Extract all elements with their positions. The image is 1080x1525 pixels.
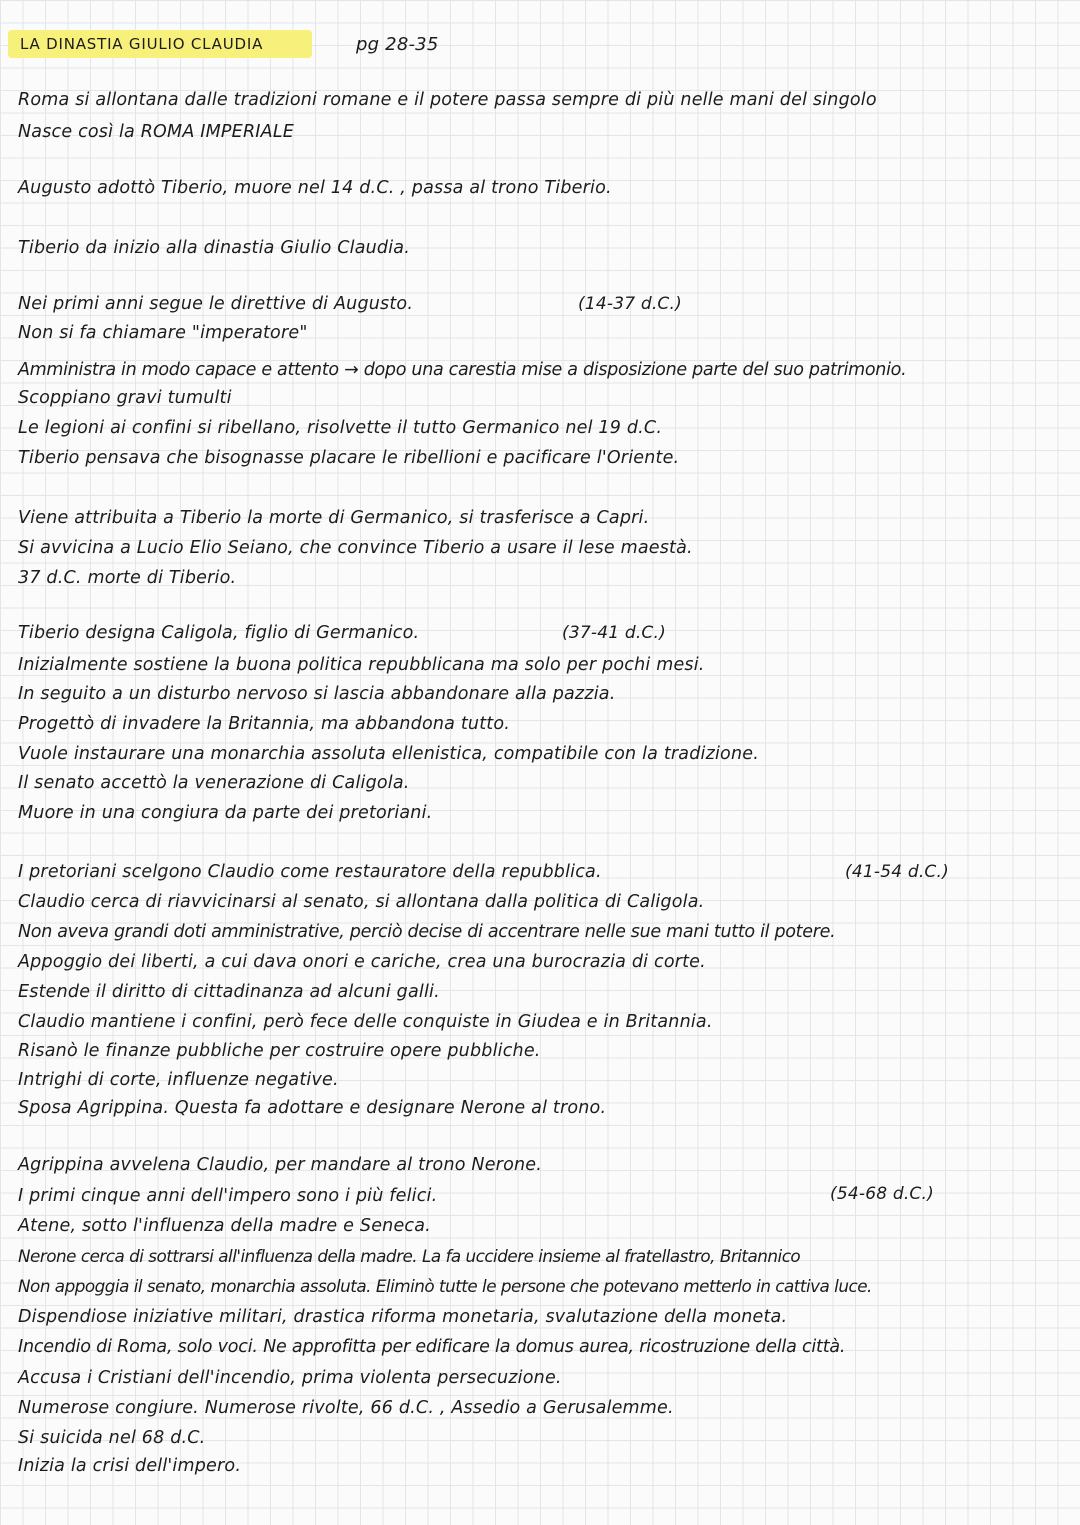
- tiberio-line-1: Nei primi anni segue le direttive di Augusto.: [18, 294, 414, 314]
- tiberio-line-3: Amministra in modo capace e attento → dopo una carestia mise a disposizione parte del suo patrimonio.: [18, 360, 907, 380]
- intro-line-2: Nasce così la ROMA IMPERIALE: [18, 122, 295, 142]
- nerone-line-4: Nerone cerca di sottrarsi all'influenza della madre. La fa uccidere insieme al fratellastro, Britannico: [18, 1246, 801, 1266]
- caligola-line-1: Tiberio designa Caligola, figlio di Germanico.: [18, 623, 420, 643]
- page-reference: pg 28-35: [356, 34, 439, 55]
- augusto-line-2: Tiberio da inizio alla dinastia Giulio Claudia.: [18, 238, 410, 258]
- claudio-dates: (41-54 d.C.): [845, 862, 949, 882]
- caligola-line-5: Vuole instaurare una monarchia assoluta ellenistica, compatibile con la tradizione.: [18, 744, 759, 764]
- page-title: LA DINASTIA GIULIO CLAUDIA: [20, 35, 264, 53]
- intro-line-1: Roma si allontana dalle tradizioni romane e il potere passa sempre di più nelle mani del singolo: [18, 90, 877, 110]
- nerone-line-8: Accusa i Cristiani dell'incendio, prima violenta persecuzione.: [18, 1368, 562, 1388]
- nerone-line-2: I primi cinque anni dell'impero sono i più felici.: [18, 1186, 438, 1206]
- augusto-line-1: Augusto adottò Tiberio, muore nel 14 d.C. , passa al trono Tiberio.: [18, 178, 612, 198]
- nerone-line-11: Inizia la crisi dell'impero.: [18, 1456, 242, 1476]
- tiberio-line-4: Scoppiano gravi tumulti: [18, 388, 232, 408]
- tiberio-line-7: Viene attribuita a Tiberio la morte di Germanico, si trasferisce a Capri.: [18, 508, 650, 528]
- nerone-line-1: Agrippina avvelena Claudio, per mandare al trono Nerone.: [18, 1155, 543, 1175]
- nerone-line-3: Atene, sotto l'influenza della madre e Seneca.: [18, 1216, 431, 1236]
- claudio-line-4: Appoggio dei liberti, a cui dava onori e cariche, crea una burocrazia di corte.: [18, 952, 706, 972]
- tiberio-line-8: Si avvicina a Lucio Elio Seiano, che convince Tiberio a usare il lese maestà.: [18, 538, 693, 558]
- tiberio-line-2: Non si fa chiamare "imperatore": [18, 323, 308, 343]
- claudio-line-7: Risanò le finanze pubbliche per costruire opere pubbliche.: [18, 1041, 541, 1061]
- tiberio-line-5: Le legioni ai confini si ribellano, risolvette il tutto Germanico nel 19 d.C.: [18, 418, 663, 438]
- nerone-line-9: Numerose congiure. Numerose rivolte, 66 d.C. , Assedio a Gerusalemme.: [18, 1398, 674, 1418]
- nerone-dates: (54-68 d.C.): [830, 1184, 934, 1204]
- caligola-line-3: In seguito a un disturbo nervoso si lascia abbandonare alla pazzia.: [18, 684, 616, 704]
- tiberio-dates: (14-37 d.C.): [578, 294, 682, 314]
- claudio-line-1: I pretoriani scelgono Claudio come restauratore della repubblica.: [18, 862, 602, 882]
- caligola-line-4: Progettò di invadere la Britannia, ma abbandona tutto.: [18, 714, 511, 734]
- nerone-line-6: Dispendiose iniziative militari, drastica riforma monetaria, svalutazione della moneta.: [18, 1307, 788, 1327]
- nerone-line-7: Incendio di Roma, solo voci. Ne approfitta per edificare la domus aurea, ricostruzione della città.: [18, 1337, 846, 1357]
- caligola-dates: (37-41 d.C.): [562, 623, 666, 643]
- claudio-line-8: Intrighi di corte, influenze negative.: [18, 1070, 339, 1090]
- caligola-line-6: Il senato accettò la venerazione di Caligola.: [18, 773, 410, 793]
- tiberio-line-6: Tiberio pensava che bisognasse placare le ribellioni e pacificare l'Oriente.: [18, 448, 680, 468]
- nerone-line-5: Non appoggia il senato, monarchia assoluta. Eliminò tutte le persone che potevano metterlo in cattiva luce.: [18, 1276, 872, 1296]
- claudio-line-3: Non aveva grandi doti amministrative, perciò decise di accentrare nelle sue mani tutto il potere.: [18, 922, 836, 942]
- claudio-line-6: Claudio mantiene i confini, però fece delle conquiste in Giudea e in Britannia.: [18, 1012, 713, 1032]
- claudio-line-2: Claudio cerca di riavvicinarsi al senato, si allontana dalla politica di Caligola.: [18, 892, 705, 912]
- claudio-line-9: Sposa Agrippina. Questa fa adottare e designare Nerone al trono.: [18, 1098, 607, 1118]
- caligola-line-2: Inizialmente sostiene la buona politica repubblicana ma solo per pochi mesi.: [18, 655, 705, 675]
- claudio-line-5: Estende il diritto di cittadinanza ad alcuni galli.: [18, 982, 440, 1002]
- tiberio-line-9: 37 d.C. morte di Tiberio.: [18, 568, 237, 588]
- caligola-line-7: Muore in una congiura da parte dei pretoriani.: [18, 803, 433, 823]
- nerone-line-10: Si suicida nel 68 d.C.: [18, 1428, 206, 1448]
